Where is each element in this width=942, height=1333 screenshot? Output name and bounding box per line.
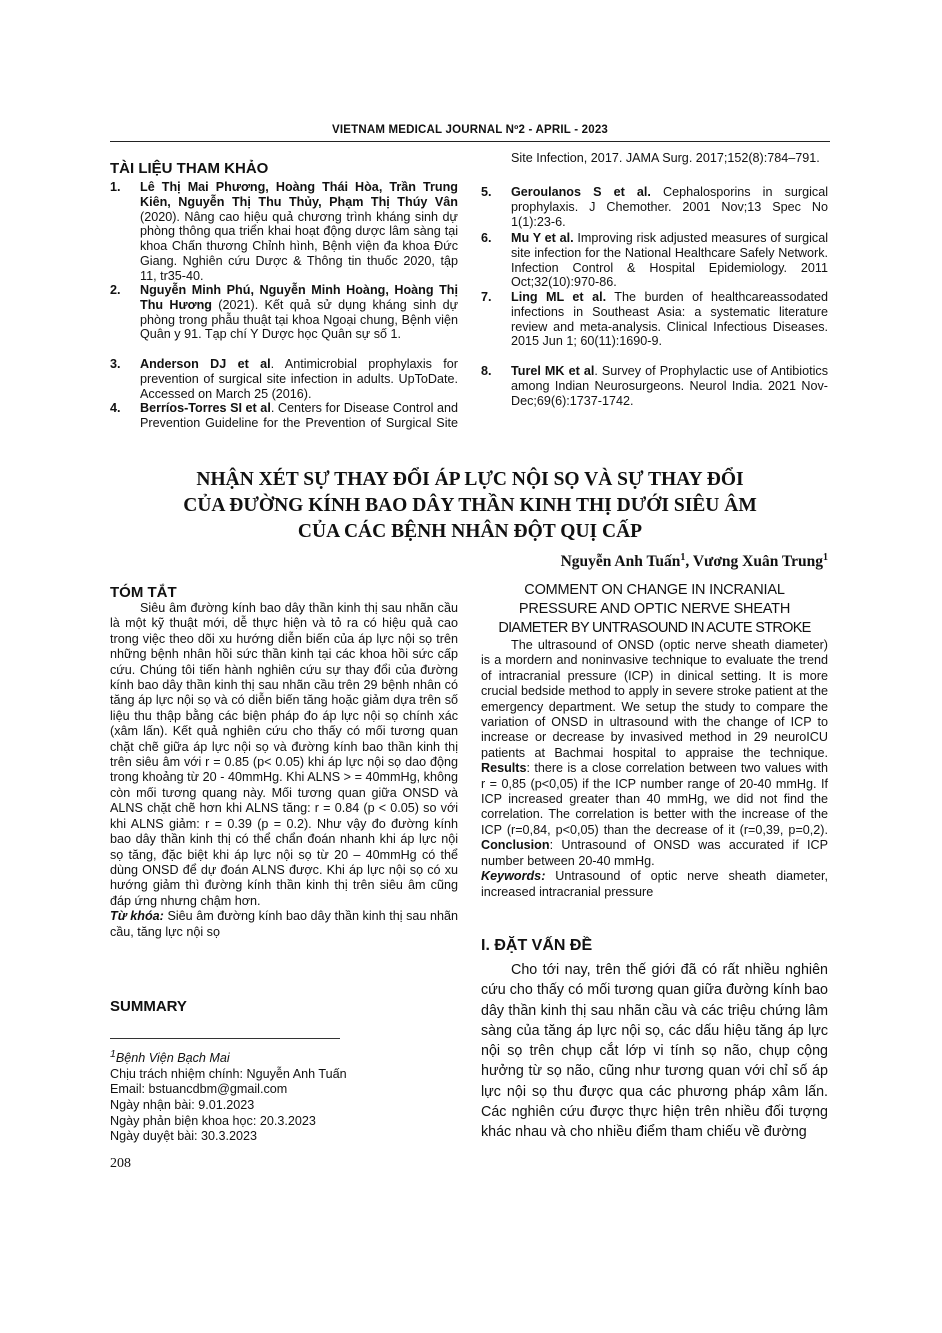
- article-title-line: CỦA CÁC BỆNH NHÂN ĐỘT QUỊ CẤP: [297, 521, 643, 542]
- abstract-heading: TÓM TẮT: [110, 584, 177, 601]
- header-rule: [110, 141, 830, 142]
- reference-number: 5.: [481, 185, 492, 199]
- keywords-label: Keywords:: [481, 869, 546, 884]
- article-authors: Nguyễn Anh Tuấn$^1$, Vương Xuân Trung$^1$: [560, 552, 828, 571]
- intro-body: Cho tới nay, trên thế giới đã có rất nhiều nghiên cứu cho thấy có mối tương quan giữa đường kính bao dây thần kinh thị sau nhãn cầu và các triệu chứng lâm sàng của tăng áp lực nội sọ, các dấu hiệu tăng áp lực nội sọ trên chụp cắt lớp vi tính sọ não, chụp cộng hưởng từ sọ não, cũng như tương quan với chỉ số áp lực nội sọ thu được qua các phương pháp xâm lấn. Các nghiên cứu được thực hiện trên nhiều đối tượng khác nhau và cho nhiều điểm tham chiếu về đường: [481, 962, 828, 1141]
- reference-authors: Nguyễn Minh Phú, Nguyễn Minh Hoàng, Hoàng Thị Thu Hương: [140, 283, 458, 312]
- english-abstract-body: The ultrasound of ONSD (optic nerve sheath diameter) is a mordern and noninvasive technique to evaluate the trend of intracranial pressure (ICP) in dinical setting. It is more crucial bedside method to apply in severe stroke patient at the emergency department. We setup the study to compare the variation of ONSD in ultrasound with the change of ICP to increase or decrease by invasived method in 29 neuroICU patients at Bachmai hospital to appraise the technique. Results: there is a close correlation between two values with r = 0,85 (p<0,05) if the ICP number range of 20-40 mmHg. If ICP increased greater than 40 mmHg, we did not find the correlation. The correlation is better with the increase of the ICP (r=0,84, p<0,05) than the decrease of it (r=0,39, p=0,2). Conclusion: Untrasound of ONSD was accurated if ICP number between 20-40 mmHg. Keywords: Untrasound of optic nerve sheath diameter, increased intracranial pressure: [481, 638, 828, 899]
- references-title: TÀI LIỆU THAM KHẢO: [110, 160, 269, 177]
- reference-authors: Turel MK et al: [511, 364, 595, 378]
- reference-text: . Antimicrobial prophylaxis for prevention of surgical site infection in adults. UpToDate. Accessed on March 25 (2016).: [140, 357, 458, 401]
- footnote-rule: [110, 1038, 340, 1039]
- keywords-text: Siêu âm đường kính bao dây thần kinh thị sau nhãn cầu, tăng lực nội sọ: [110, 909, 458, 939]
- reference-number: 4.: [110, 401, 121, 415]
- footnote: $^1$Bệnh Viện Bạch Mai Chịu trách nhiệm chính: Nguyễn Anh Tuấn Email: bstuancdbm@gmail.com Ngày nhận bài: 9.01.2023 Ngày phản biện khoa học: 20.3.2023 Ngày duyệt bài: 30.3.2023: [110, 1048, 347, 1144]
- reference-item: [481, 185, 828, 229]
- reference-item: [110, 401, 458, 431]
- keywords-text: Untrasound of optic nerve sheath diameter, increased intracranial pressure: [481, 869, 828, 899]
- reference-text: The burden of healthcareassodated infections in Southeast Asia: a systematic literature review and meta-analysis. Clinical Infectious Diseases. 2015 Jun 1; 60(11):1690-9.: [511, 290, 828, 349]
- reference-authors: Geroulanos S et al.: [511, 185, 651, 199]
- keywords-label: Từ khóa:: [110, 909, 164, 924]
- reference-text: (2020). Nâng cao hiệu quả chương trình kháng sinh dự phòng thông qua triển khai hoạt động dược lâm sàng tại khoa Chấn thương Chỉnh hình, Bệnh viện đa khoa Đức Giang. Nghiên cứu Dược & Thông tin thuốc 2020, tập 11, tr35-40.: [140, 209, 458, 283]
- reference-text: . Survey of Prophylactic use of Antibiotics among Indian Neurosurgeons. Neurol India. 2021 Nov-Dec;69(6):1737-1742.: [511, 364, 828, 408]
- reference-continued: Site Infection, 2017. JAMA Surg. 2017;152(8):784–791.: [511, 151, 820, 165]
- reference-number: 6.: [481, 231, 492, 245]
- reference-number: 7.: [481, 290, 492, 304]
- reference-item: [481, 290, 828, 349]
- reference-item: [110, 357, 458, 401]
- journal-header: VIETNAM MEDICAL JOURNAL Nº2 - APRIL - 2023: [331, 124, 609, 136]
- intro-heading: I. ĐẶT VẤN ĐỀ: [481, 937, 593, 954]
- page-number: 208: [110, 1156, 131, 1171]
- reference-item: [481, 231, 828, 290]
- article-title-line: CỦA ĐƯỜNG KÍNH BAO DÂY THẦN KINH THỊ DƯỚI SIÊU ÂM: [183, 495, 757, 516]
- reference-item: [110, 180, 458, 284]
- reference-text: Improving risk adjusted measures of surgical site infection for the National Healthcare Safely Network. Infection Control & Hospital Epidemiology. 2011 Oct;32(10):970-86.: [511, 231, 828, 290]
- summary-heading: SUMMARY: [110, 998, 187, 1015]
- article-title-line: NHẬN XÉT SỰ THAY ĐỔI ÁP LỰC NỘI SỌ VÀ SỰ THAY ĐỔI: [196, 469, 744, 490]
- reference-authors: Anderson DJ et al: [140, 357, 271, 371]
- abstract-body: Siêu âm đường kính bao dây thần kinh thị sau nhãn cầu là một kỹ thuật mới, dễ thực hiện và tỏ ra có hiệu quả cao trong việc theo dõi xu hướng diễn biến của áp lực nội sọ trên những bệnh nhân hồi sức thần kinh tại các khoa hồi sức cấp cứu. Chúng tôi tiến hành nghiên cứu sự thay đổi của đường kính bao dây thần kinh thị sau nhãn cầu trên 29 bệnh nhân có tăng áp lực nội sọ và có diễn biến tăng hoặc giảm dựa trên số liệu thu thập bằng các biện pháp đo áp lực nội sọ chính xác (xâm lấn). Kết quả nghiên cứu cho thấy có mối tương quan chặt chẽ giữa áp lực nội sọ và đường kính bao thần kinh thị trên siêu âm với r = 0.85 (p< 0.05) khi áp lực nội sọ dao động trong khoảng từ 20 - 40mmHg. Khi ALNS > = 40mmHg, không còn mối tương quang này. Mối tương quan giữa ONSD và ALNS chặt chẽ hơn khi ALNS tăng: r = 0.84 (p < 0.05) so với khi ALNS giảm: r = 0.39 (p = 0.2). Như vậy đo đường kính bao dây thần kinh thị có thể chẩn đoán nhanh khi áp lực nội sọ tăng, đặc biệt khi áp lực nội sọ từ 20 – 40mmHg có thể dùng ONSD để dự đoán ALNS được. Khi áp lực nội sọ có xu hướng giảm thì đường kính thần kinh thị trên siêu âm cũng đáp ứng nhưng chậm hơn. Từ khóa: Siêu âm đường kính bao dây thần kinh thị sau nhãn cầu, tăng lực nội sọ: [110, 601, 458, 939]
- reference-authors: Lê Thị Mai Phương, Hoàng Thái Hòa, Trần Trung Kiên, Nguyễn Thị Thu Thủy, Phạm Thị Thúy Vân: [140, 180, 458, 209]
- reference-authors: Ling ML et al.: [511, 290, 607, 304]
- english-title: COMMENT ON CHANGE IN INCRANIAL PRESSURE AND OPTIC NERVE SHEATH DIAMETER BY UNTRASOUND IN ACUTE STROKE: [498, 582, 811, 636]
- reference-text: Cephalosporins in surgical prophylaxis. J Chemother. 2001 Nov;13 Spec No 1(1):23-6.: [511, 185, 828, 229]
- reference-authors: Mu Y et al.: [511, 231, 574, 245]
- reference-authors: Berríos-Torres SI et al: [140, 401, 271, 415]
- reference-text: (2021). Kết quả sử dụng kháng sinh dự phòng trong phẫu thuật tại khoa Ngoại chung, Bệnh viện Quân y 91. Tạp chí Y Dược học Quân sự số 1.: [140, 297, 458, 342]
- reference-item: [481, 364, 828, 408]
- article-title: [110, 467, 830, 545]
- reference-text: . Centers for Disease Control and Prevention Guideline for the Prevention of Surgical Site: [140, 401, 458, 430]
- reference-item: [110, 283, 458, 342]
- reference-number: 3.: [110, 357, 121, 371]
- reference-number: 1.: [110, 180, 121, 194]
- reference-number: 2.: [110, 283, 121, 297]
- reference-number: 8.: [481, 364, 492, 378]
